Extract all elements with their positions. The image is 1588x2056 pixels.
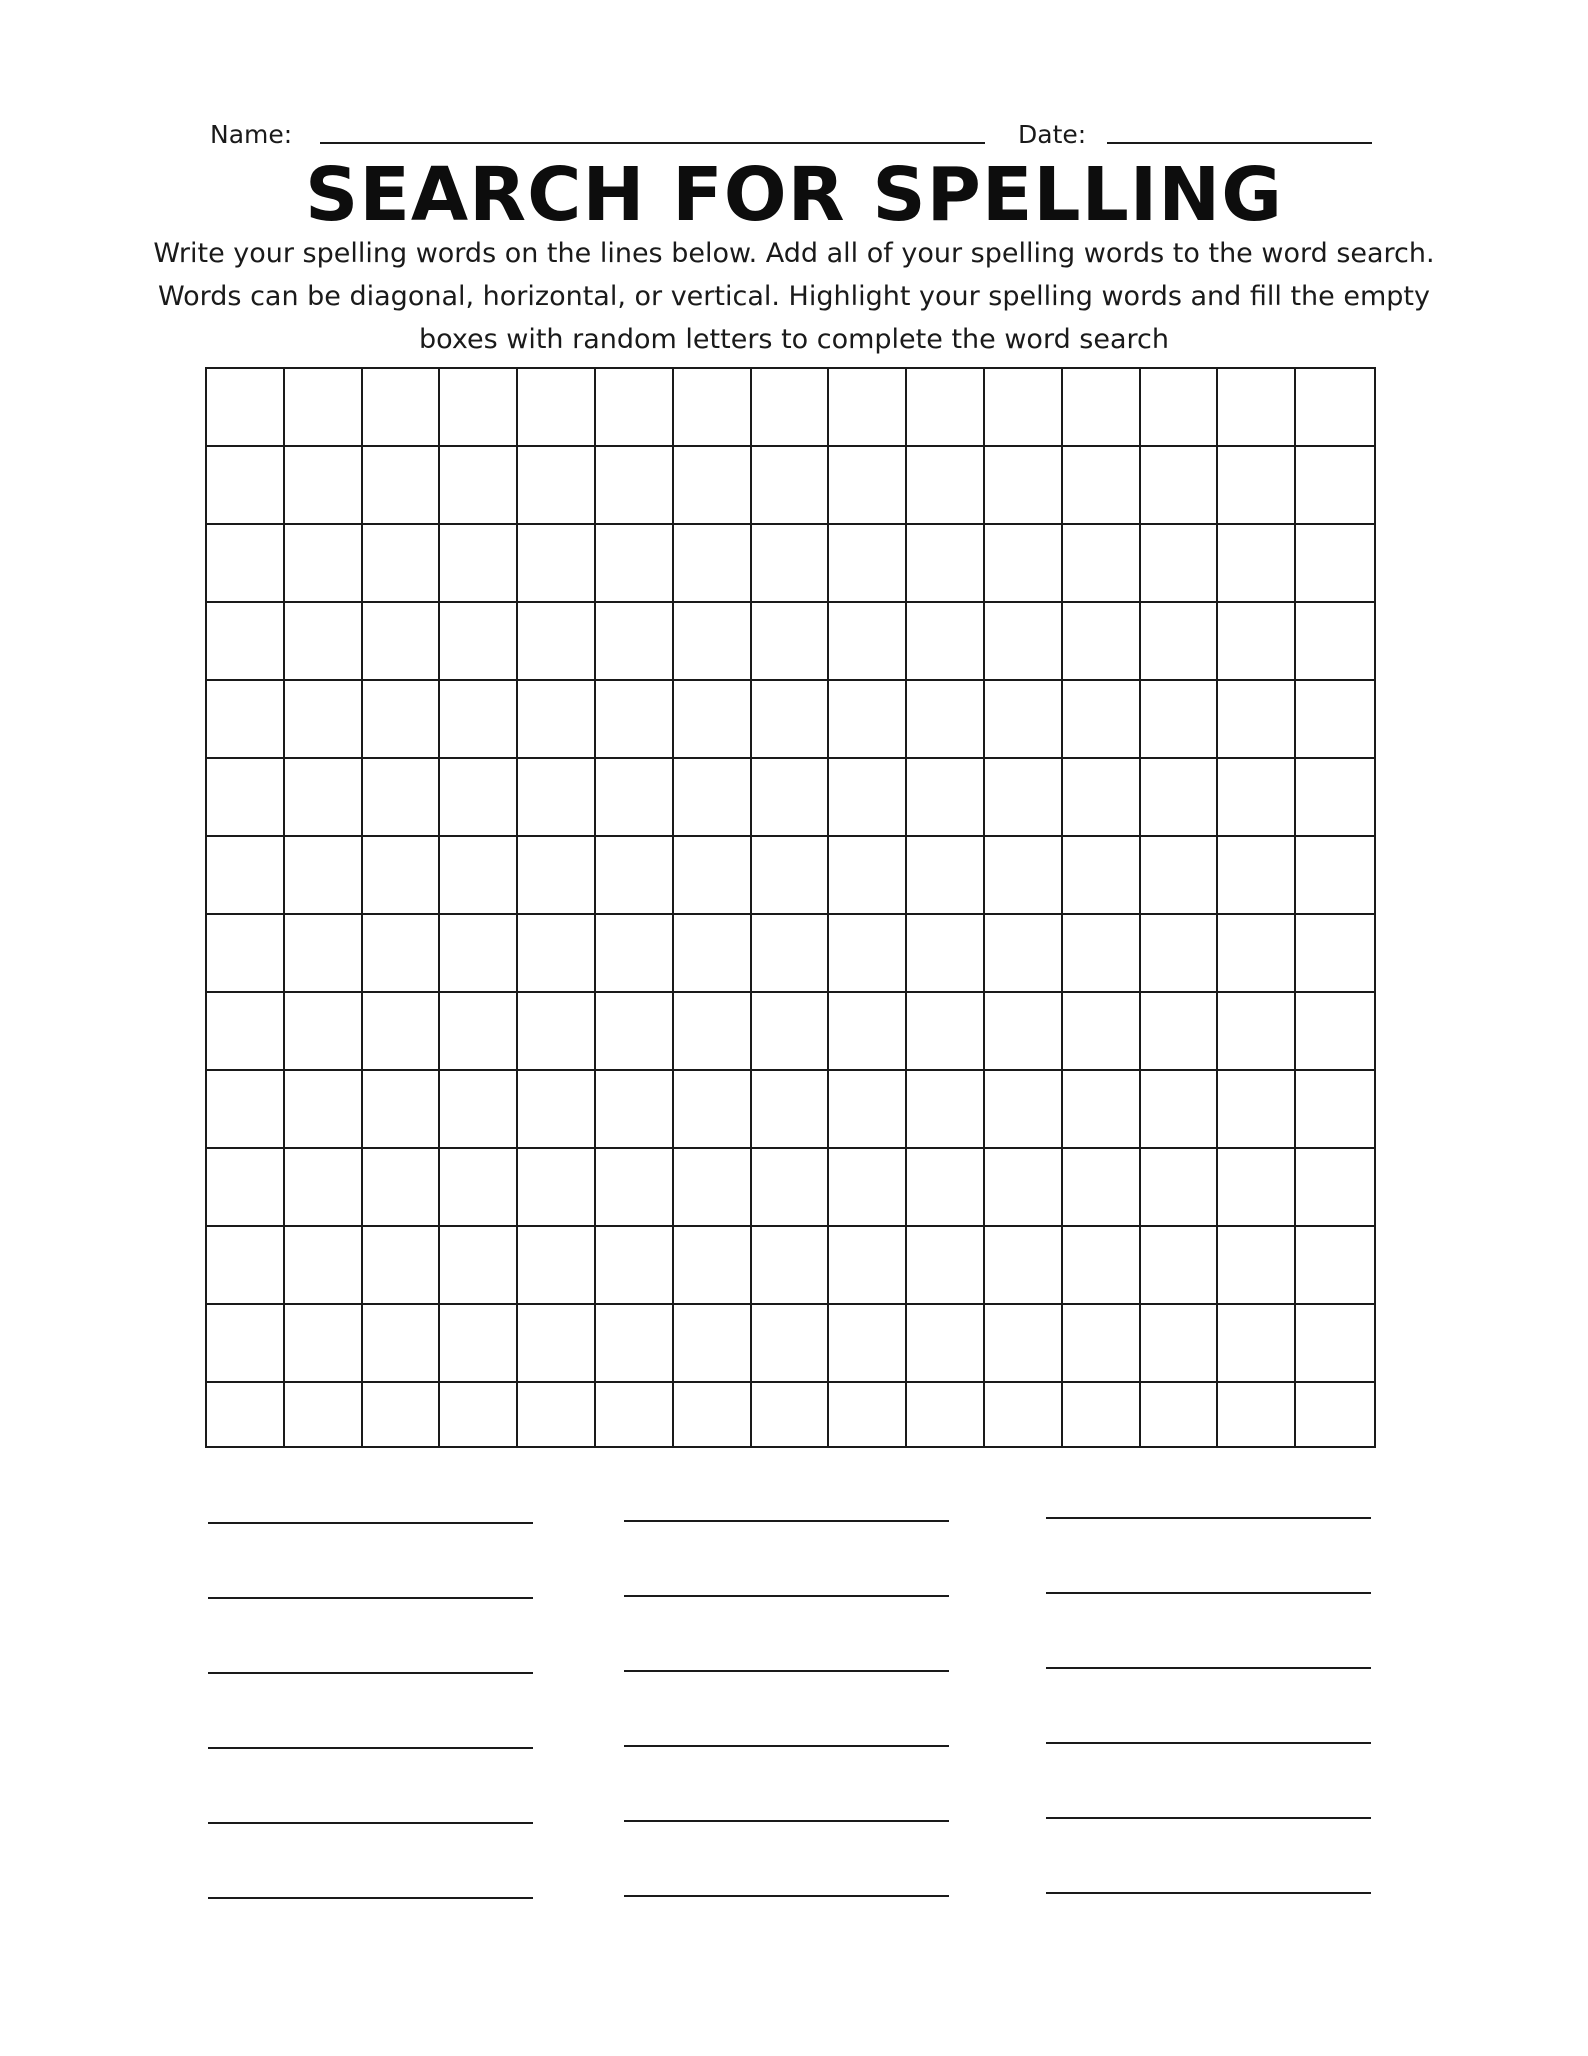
grid-cell[interactable] — [752, 993, 830, 1071]
grid-cell[interactable] — [440, 1149, 518, 1227]
grid-cell[interactable] — [1296, 525, 1374, 603]
grid-cell[interactable] — [752, 1149, 830, 1227]
grid-cell[interactable] — [440, 1383, 518, 1446]
grid-cell[interactable] — [1063, 837, 1141, 915]
grid-cell[interactable] — [985, 447, 1063, 525]
grid-cell[interactable] — [518, 1149, 596, 1227]
grid-cell[interactable] — [985, 1149, 1063, 1227]
grid-cell[interactable] — [285, 1305, 363, 1383]
grid-cell[interactable] — [285, 1227, 363, 1305]
grid-cell[interactable] — [440, 837, 518, 915]
grid-cell[interactable] — [674, 759, 752, 837]
grid-cell[interactable] — [440, 1305, 518, 1383]
grid-cell[interactable] — [207, 603, 285, 681]
grid-cell[interactable] — [1141, 1305, 1219, 1383]
spelling-word-line[interactable] — [624, 1670, 949, 1672]
grid-cell[interactable] — [674, 603, 752, 681]
grid-cell[interactable] — [440, 1227, 518, 1305]
grid-cell[interactable] — [1218, 1383, 1296, 1446]
grid-cell[interactable] — [674, 915, 752, 993]
spelling-word-line[interactable] — [208, 1897, 533, 1899]
grid-cell[interactable] — [440, 369, 518, 447]
grid-cell[interactable] — [363, 1149, 441, 1227]
grid-cell[interactable] — [207, 1149, 285, 1227]
grid-cell[interactable] — [1141, 1227, 1219, 1305]
grid-cell[interactable] — [518, 447, 596, 525]
grid-cell[interactable] — [285, 1149, 363, 1227]
grid-cell[interactable] — [207, 993, 285, 1071]
grid-cell[interactable] — [1218, 447, 1296, 525]
grid-cell[interactable] — [596, 681, 674, 759]
grid-cell[interactable] — [1296, 369, 1374, 447]
grid-cell[interactable] — [596, 915, 674, 993]
grid-cell[interactable] — [1218, 1071, 1296, 1149]
grid-cell[interactable] — [440, 993, 518, 1071]
instructions-line-2: Words can be diagonal, horizontal, or vertical. Highlight your spelling words and fill the empty — [158, 281, 1430, 312]
grid-cell[interactable] — [518, 681, 596, 759]
grid-cell[interactable] — [207, 369, 285, 447]
grid-cell[interactable] — [285, 681, 363, 759]
grid-cell[interactable] — [1218, 369, 1296, 447]
grid-cell[interactable] — [829, 1149, 907, 1227]
page-title: SEARCH FOR SPELLING — [305, 152, 1283, 238]
grid-cell[interactable] — [363, 681, 441, 759]
grid-cell[interactable] — [1296, 837, 1374, 915]
grid-cell[interactable] — [1141, 1383, 1219, 1446]
grid-cell[interactable] — [207, 1383, 285, 1446]
instructions-line-1: Write your spelling words on the lines below. Add all of your spelling words to the word search. — [153, 238, 1435, 269]
grid-cell[interactable] — [285, 915, 363, 993]
spelling-word-line[interactable] — [208, 1747, 533, 1749]
grid-cell[interactable] — [985, 1305, 1063, 1383]
grid-cell[interactable] — [1063, 915, 1141, 993]
grid-cell[interactable] — [674, 1227, 752, 1305]
spelling-word-line[interactable] — [208, 1822, 533, 1824]
grid-cell[interactable] — [1063, 1305, 1141, 1383]
grid-cell[interactable] — [752, 681, 830, 759]
grid-cell[interactable] — [1296, 447, 1374, 525]
grid-cell[interactable] — [1296, 1305, 1374, 1383]
grid-cell[interactable] — [440, 759, 518, 837]
grid-cell[interactable] — [285, 837, 363, 915]
grid-cell[interactable] — [1296, 1071, 1374, 1149]
grid-cell[interactable] — [907, 1227, 985, 1305]
grid-cell[interactable] — [1063, 447, 1141, 525]
grid-cell[interactable] — [1141, 759, 1219, 837]
grid-cell[interactable] — [1063, 759, 1141, 837]
spelling-word-line[interactable] — [624, 1595, 949, 1597]
grid-cell[interactable] — [1063, 525, 1141, 603]
grid-cell[interactable] — [752, 1383, 830, 1446]
grid-cell[interactable] — [518, 525, 596, 603]
grid-cell[interactable] — [985, 369, 1063, 447]
grid-cell[interactable] — [985, 1383, 1063, 1446]
grid-cell[interactable] — [674, 369, 752, 447]
grid-cell[interactable] — [363, 1227, 441, 1305]
grid-cell[interactable] — [1296, 993, 1374, 1071]
grid-cell[interactable] — [518, 369, 596, 447]
spelling-word-line[interactable] — [624, 1895, 949, 1897]
spelling-word-line[interactable] — [1046, 1667, 1371, 1669]
grid-cell[interactable] — [829, 1071, 907, 1149]
grid-cell[interactable] — [518, 603, 596, 681]
grid-cell[interactable] — [1218, 1227, 1296, 1305]
grid-cell[interactable] — [1063, 681, 1141, 759]
grid-cell[interactable] — [1296, 1149, 1374, 1227]
spelling-word-line[interactable] — [208, 1597, 533, 1599]
grid-cell[interactable] — [674, 1149, 752, 1227]
spelling-word-line[interactable] — [624, 1745, 949, 1747]
grid-cell[interactable] — [1063, 993, 1141, 1071]
grid-cell[interactable] — [518, 993, 596, 1071]
grid-cell[interactable] — [829, 603, 907, 681]
grid-cell[interactable] — [907, 525, 985, 603]
grid-cell[interactable] — [440, 1071, 518, 1149]
grid-cell[interactable] — [1141, 603, 1219, 681]
grid-cell[interactable] — [1063, 1227, 1141, 1305]
grid-cell[interactable] — [907, 1305, 985, 1383]
grid-cell[interactable] — [440, 915, 518, 993]
grid-cell[interactable] — [363, 1071, 441, 1149]
grid-cell[interactable] — [1218, 993, 1296, 1071]
grid-cell[interactable] — [674, 1071, 752, 1149]
grid-cell[interactable] — [363, 837, 441, 915]
grid-cell[interactable] — [596, 993, 674, 1071]
grid-cell[interactable] — [907, 759, 985, 837]
grid-cell[interactable] — [285, 525, 363, 603]
grid-cell[interactable] — [285, 603, 363, 681]
grid-cell[interactable] — [1063, 1149, 1141, 1227]
grid-cell[interactable] — [1296, 759, 1374, 837]
spelling-word-line[interactable] — [1046, 1817, 1371, 1819]
grid-cell[interactable] — [596, 1305, 674, 1383]
grid-cell[interactable] — [1063, 369, 1141, 447]
grid-cell[interactable] — [596, 369, 674, 447]
grid-cell[interactable] — [207, 681, 285, 759]
grid-cell[interactable] — [1141, 681, 1219, 759]
grid-cell[interactable] — [1296, 1383, 1374, 1446]
grid-cell[interactable] — [285, 1071, 363, 1149]
grid-cell[interactable] — [907, 369, 985, 447]
grid-cell[interactable] — [985, 1227, 1063, 1305]
grid-cell[interactable] — [207, 759, 285, 837]
grid-cell[interactable] — [752, 603, 830, 681]
grid-cell[interactable] — [1141, 1071, 1219, 1149]
spelling-word-line[interactable] — [624, 1520, 949, 1522]
grid-cell[interactable] — [207, 447, 285, 525]
grid-cell[interactable] — [1218, 915, 1296, 993]
grid-cell[interactable] — [1141, 993, 1219, 1071]
instructions-line-3: boxes with random letters to complete the word search — [419, 324, 1169, 355]
grid-cell[interactable] — [1218, 525, 1296, 603]
grid-cell[interactable] — [907, 837, 985, 915]
grid-cell[interactable] — [907, 603, 985, 681]
grid-cell[interactable] — [207, 525, 285, 603]
spelling-word-line[interactable] — [624, 1820, 949, 1822]
grid-cell[interactable] — [674, 1305, 752, 1383]
grid-cell[interactable] — [440, 681, 518, 759]
grid-cell[interactable] — [518, 1305, 596, 1383]
grid-cell[interactable] — [907, 915, 985, 993]
grid-cell[interactable] — [752, 837, 830, 915]
grid-cell[interactable] — [674, 1383, 752, 1446]
grid-cell[interactable] — [285, 1383, 363, 1446]
grid-cell[interactable] — [596, 759, 674, 837]
grid-cell[interactable] — [907, 993, 985, 1071]
grid-cell[interactable] — [907, 1383, 985, 1446]
grid-cell[interactable] — [1218, 1305, 1296, 1383]
grid-cell[interactable] — [363, 1305, 441, 1383]
grid-cell[interactable] — [518, 1071, 596, 1149]
grid-cell[interactable] — [1063, 1071, 1141, 1149]
header-row — [0, 112, 1588, 152]
grid-cell[interactable] — [1218, 681, 1296, 759]
grid-cell[interactable] — [596, 837, 674, 915]
date-field-line[interactable] — [1107, 142, 1372, 144]
grid-cell[interactable] — [1296, 1227, 1374, 1305]
grid-cell[interactable] — [1063, 1383, 1141, 1446]
grid-cell[interactable] — [752, 369, 830, 447]
grid-cell[interactable] — [1296, 603, 1374, 681]
grid-cell[interactable] — [674, 681, 752, 759]
grid-cell[interactable] — [752, 759, 830, 837]
grid-cell[interactable] — [907, 447, 985, 525]
grid-cell[interactable] — [1218, 837, 1296, 915]
grid-cell[interactable] — [1218, 759, 1296, 837]
grid-cell[interactable] — [363, 525, 441, 603]
grid-cell[interactable] — [596, 1227, 674, 1305]
grid-cell[interactable] — [1141, 369, 1219, 447]
grid-cell[interactable] — [829, 525, 907, 603]
grid-cell[interactable] — [985, 915, 1063, 993]
spelling-word-line[interactable] — [208, 1672, 533, 1674]
grid-cell[interactable] — [829, 681, 907, 759]
grid-cell[interactable] — [829, 447, 907, 525]
grid-cell[interactable] — [985, 525, 1063, 603]
grid-cell[interactable] — [207, 1071, 285, 1149]
date-label: Date: — [1018, 120, 1087, 149]
grid-cell[interactable] — [363, 759, 441, 837]
grid-cell[interactable] — [363, 1383, 441, 1446]
grid-cell[interactable] — [596, 1149, 674, 1227]
grid-cell[interactable] — [752, 1305, 830, 1383]
grid-cell[interactable] — [596, 1383, 674, 1446]
grid-cell[interactable] — [829, 759, 907, 837]
grid-cell[interactable] — [518, 1383, 596, 1446]
grid-cell[interactable] — [596, 447, 674, 525]
spelling-word-line[interactable] — [1046, 1892, 1371, 1894]
grid-cell[interactable] — [285, 759, 363, 837]
grid-cell[interactable] — [440, 525, 518, 603]
grid-cell[interactable] — [674, 837, 752, 915]
spelling-word-line[interactable] — [1046, 1517, 1371, 1519]
grid-cell[interactable] — [752, 525, 830, 603]
grid-cell[interactable] — [518, 837, 596, 915]
grid-cell[interactable] — [829, 837, 907, 915]
grid-cell[interactable] — [907, 681, 985, 759]
grid-cell[interactable] — [985, 1071, 1063, 1149]
spelling-word-line[interactable] — [208, 1522, 533, 1524]
grid-cell[interactable] — [985, 759, 1063, 837]
name-label: Name: — [210, 120, 293, 149]
grid-cell[interactable] — [207, 915, 285, 993]
grid-cell[interactable] — [829, 369, 907, 447]
grid-cell[interactable] — [752, 915, 830, 993]
grid-cell[interactable] — [829, 1227, 907, 1305]
grid-cell[interactable] — [907, 1149, 985, 1227]
grid-cell[interactable] — [363, 603, 441, 681]
grid-cell[interactable] — [985, 603, 1063, 681]
grid-cell[interactable] — [207, 1305, 285, 1383]
grid-cell[interactable] — [363, 369, 441, 447]
grid-cell[interactable] — [1141, 915, 1219, 993]
grid-cell[interactable] — [674, 993, 752, 1071]
grid-cell[interactable] — [1218, 603, 1296, 681]
grid-cell[interactable] — [363, 915, 441, 993]
grid-cell[interactable] — [985, 681, 1063, 759]
name-field-line[interactable] — [320, 142, 985, 144]
grid-cell[interactable] — [1218, 1149, 1296, 1227]
grid-cell[interactable] — [752, 447, 830, 525]
spelling-word-line[interactable] — [1046, 1592, 1371, 1594]
grid-cell[interactable] — [1141, 1149, 1219, 1227]
grid-cell[interactable] — [285, 369, 363, 447]
grid-cell[interactable] — [596, 525, 674, 603]
grid-cell[interactable] — [285, 447, 363, 525]
grid-cell[interactable] — [285, 993, 363, 1071]
grid-cell[interactable] — [1063, 603, 1141, 681]
grid-cell[interactable] — [985, 993, 1063, 1071]
grid-cell[interactable] — [1141, 525, 1219, 603]
grid-cell[interactable] — [907, 1071, 985, 1149]
grid-cell[interactable] — [518, 915, 596, 993]
grid-cell[interactable] — [752, 1227, 830, 1305]
grid-cell[interactable] — [752, 1071, 830, 1149]
word-search-grid — [205, 367, 1376, 1448]
grid-cell[interactable] — [363, 993, 441, 1071]
grid-cell[interactable] — [674, 525, 752, 603]
grid-cell[interactable] — [985, 837, 1063, 915]
grid-cell[interactable] — [518, 1227, 596, 1305]
grid-cell[interactable] — [363, 447, 441, 525]
grid-cell[interactable] — [829, 1305, 907, 1383]
grid-cell[interactable] — [674, 447, 752, 525]
grid-cell[interactable] — [829, 1383, 907, 1446]
grid-cell[interactable] — [1141, 837, 1219, 915]
grid-cell[interactable] — [1296, 681, 1374, 759]
grid-cell[interactable] — [829, 915, 907, 993]
grid-cell[interactable] — [518, 759, 596, 837]
grid-cell[interactable] — [596, 1071, 674, 1149]
grid-cell[interactable] — [440, 603, 518, 681]
grid-cell[interactable] — [1141, 447, 1219, 525]
grid-cell[interactable] — [596, 603, 674, 681]
spelling-word-line[interactable] — [1046, 1742, 1371, 1744]
grid-cell[interactable] — [207, 837, 285, 915]
grid-cell[interactable] — [829, 993, 907, 1071]
instructions — [130, 232, 1458, 361]
grid-cell[interactable] — [207, 1227, 285, 1305]
grid-cell[interactable] — [1296, 915, 1374, 993]
grid-cell[interactable] — [440, 447, 518, 525]
